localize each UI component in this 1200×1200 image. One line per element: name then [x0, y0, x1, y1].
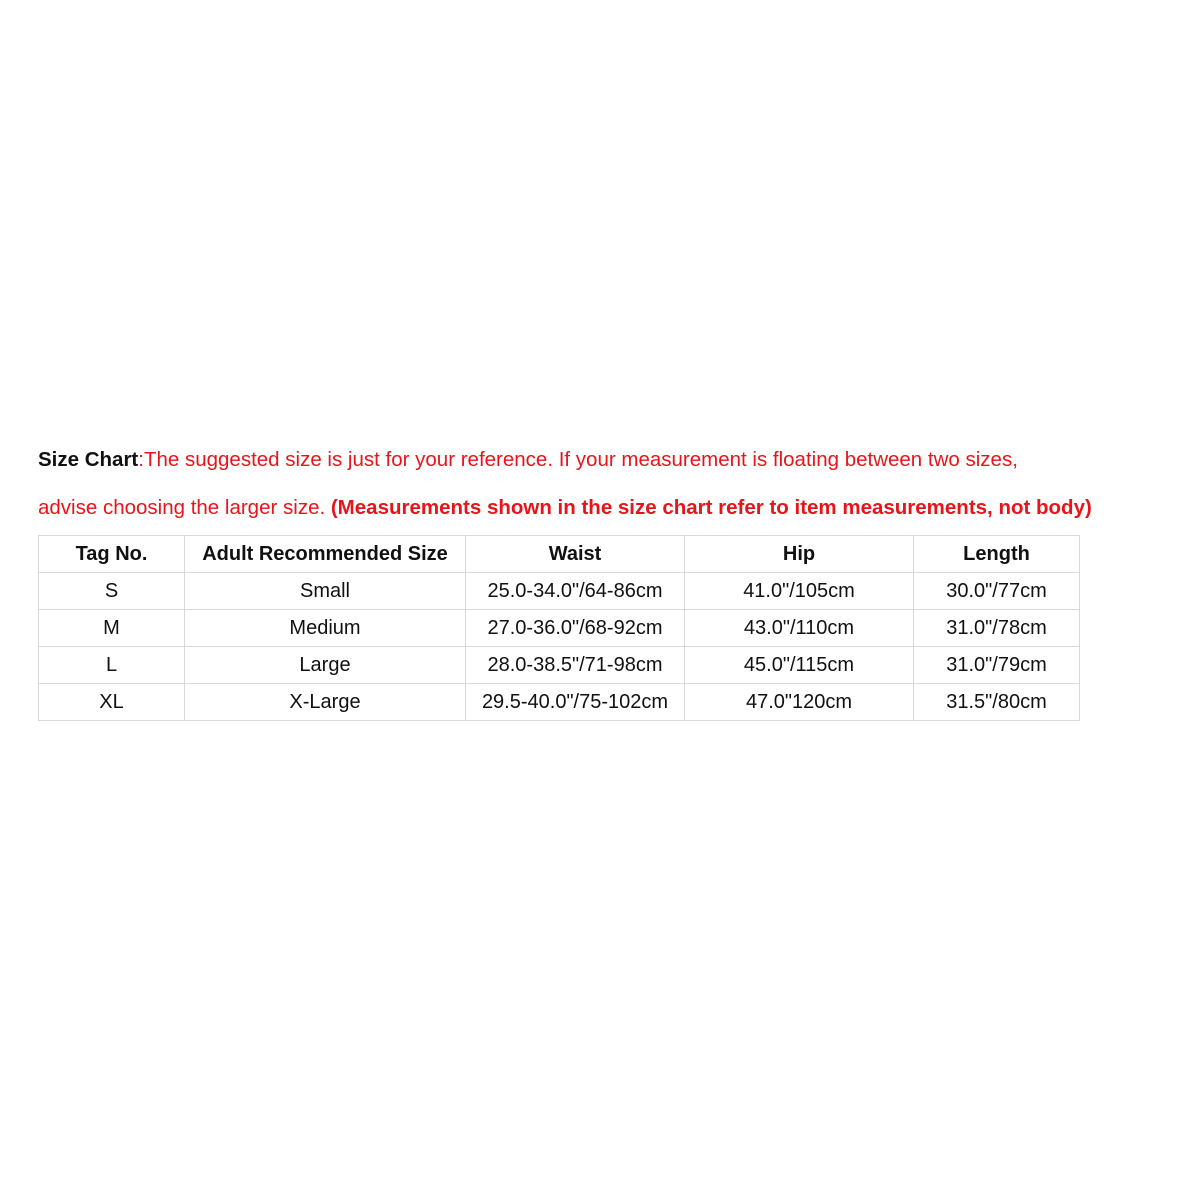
header-tag-no: Tag No. [39, 536, 185, 573]
cell-length: 30.0"/77cm [914, 573, 1080, 610]
intro-advice-text: advise choosing the larger size. [38, 496, 331, 519]
cell-tag: M [39, 610, 185, 647]
cell-size: Large [185, 647, 466, 684]
cell-waist: 28.0-38.5"/71-98cm [466, 647, 685, 684]
cell-length: 31.5"/80cm [914, 684, 1080, 721]
cell-hip: 43.0"/110cm [685, 610, 914, 647]
cell-size: Small [185, 573, 466, 610]
measurement-disclaimer: (Measurements shown in the size chart refer to item measurements, not body) [330, 496, 1092, 519]
size-chart-label: Size Chart [38, 448, 139, 471]
cell-tag: S [39, 573, 185, 610]
cell-size: Medium [185, 610, 466, 647]
cell-size: X-Large [185, 684, 466, 721]
size-table [38, 535, 1080, 721]
intro-line-2 [38, 484, 1178, 532]
cell-tag: L [39, 647, 185, 684]
table-header-row [39, 536, 1080, 573]
cell-length: 31.0"/78cm [914, 610, 1080, 647]
header-length: Length [914, 536, 1080, 573]
table-row [39, 610, 1080, 647]
cell-waist: 29.5-40.0"/75-102cm [466, 684, 685, 721]
size-chart-intro [38, 436, 1178, 532]
cell-hip: 41.0"/105cm [685, 573, 914, 610]
cell-waist: 25.0-34.0"/64-86cm [466, 573, 685, 610]
table-row [39, 684, 1080, 721]
cell-hip: 45.0"/115cm [685, 647, 914, 684]
cell-waist: 27.0-36.0"/68-92cm [466, 610, 685, 647]
header-waist: Waist [466, 536, 685, 573]
table-row [39, 647, 1080, 684]
header-adult-size: Adult Recommended Size [185, 536, 466, 573]
label-separator: : [138, 448, 144, 471]
cell-hip: 47.0"120cm [685, 684, 914, 721]
cell-tag: XL [39, 684, 185, 721]
cell-length: 31.0"/79cm [914, 647, 1080, 684]
table-row [39, 573, 1080, 610]
intro-note-text: The suggested size is just for your reference. If your measurement is floating between two sizes, [143, 448, 1018, 471]
header-hip: Hip [685, 536, 914, 573]
intro-line-1 [38, 436, 1178, 484]
